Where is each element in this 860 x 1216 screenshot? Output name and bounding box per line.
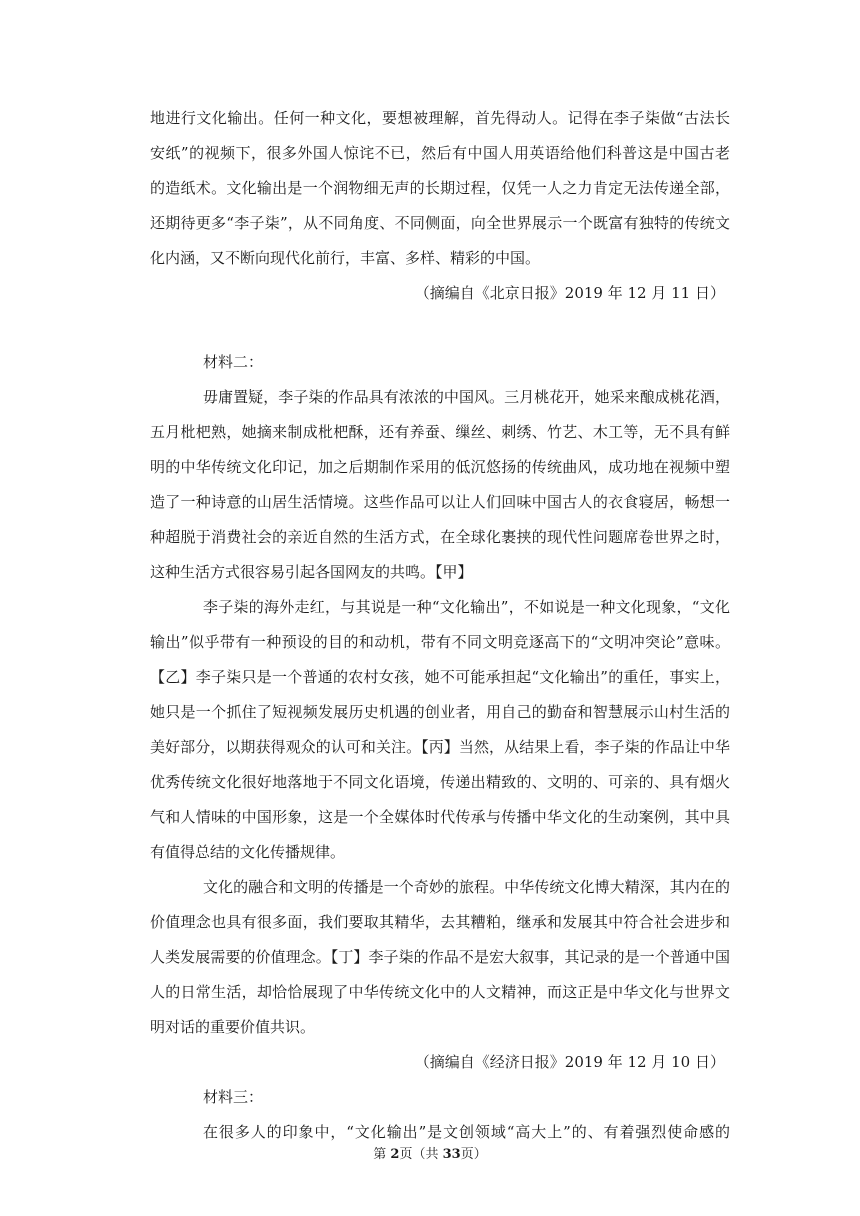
section-label: 材料三： xyxy=(203,1088,264,1106)
paragraph-line: 在很多人的印象中，“文化输出”是文创领域“高大上”的、有着强烈使命感的 xyxy=(203,1123,730,1141)
paragraph-line: 毋庸置疑，李子柒的作品具有浓浓的中国风。三月桃花开，她采来酿成桃花酒， xyxy=(203,388,730,406)
paragraph-line: 【乙】李子柒只是一个普通的农村女孩，她不可能承担起“文化输出”的重任，事实上， xyxy=(150,668,730,686)
page-number: 2 xyxy=(390,1147,400,1162)
footer-prefix: 第 xyxy=(373,1147,391,1162)
paragraph-line: 这种生活方式很容易引起各国网友的共鸣。【甲】 xyxy=(150,563,473,581)
paragraph-line: 有值得总结的文化传播规律。 xyxy=(150,843,346,861)
paragraph-line: 美好部分，以期获得观众的认可和关注。【丙】当然，从结果上看，李子柒的作品让中华 xyxy=(150,738,730,756)
paragraph-line: 明对话的重要价值共识。 xyxy=(150,1018,316,1036)
footer-middle: 页（共 xyxy=(399,1147,443,1162)
paragraph-line: 种超脱于消费社会的亲近自然的生活方式，在全球化裹挟的现代性问题席卷世界之时， xyxy=(150,528,730,546)
source-citation: （摘编自《北京日报》2019 年 12 月 11 日） xyxy=(414,284,725,302)
paragraph-line: 五月枇杷熟，她摘来制成枇杷酥，还有养蚕、缫丝、刺绣、竹艺、木工等，无不具有鲜 xyxy=(150,423,730,441)
source-citation: （摘编自《经济日报》2019 年 12 月 10 日） xyxy=(414,1053,725,1071)
paragraph-line: 的造纸术。文化输出是一个润物细无声的长期过程，仅凭一人之力肯定无法传递全部， xyxy=(150,179,730,197)
paragraph-line: 李子柒的海外走红，与其说是一种“文化输出”，不如说是一种文化现象，“文化 xyxy=(203,598,730,616)
paragraph-line: 明的中华传统文化印记，加之后期制作采用的低沉悠扬的传统曲风，成功地在视频中塑 xyxy=(150,458,730,476)
footer-suffix: 页） xyxy=(460,1147,487,1162)
paragraph-line: 人类发展需要的价值理念。【丁】李子柒的作品不是宏大叙事，其记录的是一个普通中国 xyxy=(150,948,730,966)
paragraph-line: 气和人情味的中国形象，这是一个全媒体时代传承与传播中华文化的生动案例，其中具 xyxy=(150,808,730,826)
paragraph-line: 地进行文化输出。任何一种文化，要想被理解，首先得动人。记得在李子柒做“古法长 xyxy=(150,109,730,127)
paragraph-line: 造了一种诗意的山居生活情境。这些作品可以让人们回味中国古人的衣食寝居，畅想一 xyxy=(150,493,730,511)
paragraph-line: 优秀传统文化很好地落地于不同文化语境，传递出精致的、文明的、可亲的、具有烟火 xyxy=(150,773,730,791)
paragraph-line: 文化的融合和文明的传播是一个奇妙的旅程。中华传统文化博大精深，其内在的 xyxy=(203,878,730,896)
page-footer xyxy=(0,1146,860,1164)
paragraph-line: 她只是一个抓住了短视频发展历史机遇的创业者，用自己的勤奋和智慧展示山村生活的 xyxy=(150,703,730,721)
paragraph-line: 安纸”的视频下，很多外国人惊诧不已，然后有中国人用英语给他们科普这是中国古老 xyxy=(150,144,730,162)
paragraph-line: 化内涵，又不断向现代化前行，丰富、多样、精彩的中国。 xyxy=(150,249,541,267)
paragraph-line: 输出”似乎带有一种预设的目的和动机，带有不同文明竞逐高下的“文明冲突论”意味。 xyxy=(150,633,730,651)
paragraph-line: 人的日常生活，却恰恰展现了中华传统文化中的人文精神，而这正是中华文化与世界文 xyxy=(150,983,730,1001)
page-total: 33 xyxy=(442,1147,461,1162)
section-label: 材料二： xyxy=(203,353,264,371)
paragraph-line: 价值理念也具有很多面，我们要取其精华，去其糟粕，继承和发展其中符合社会进步和 xyxy=(150,913,730,931)
paragraph-line: 还期待更多“李子柒”，从不同角度、不同侧面，向全世界展示一个既富有独特的传统文 xyxy=(150,214,730,232)
